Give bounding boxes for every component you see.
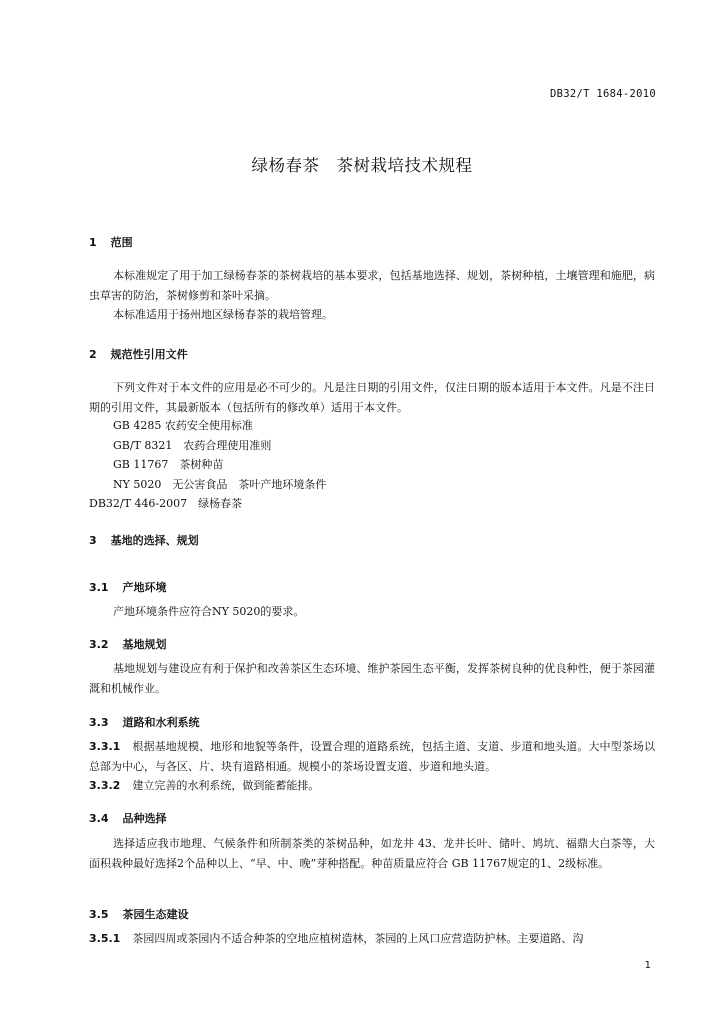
subsection-3-1-heading xyxy=(89,579,167,595)
subsection-3-2-heading xyxy=(89,636,167,652)
subsection-3-5-heading xyxy=(89,906,189,922)
section-title: 产地环境 xyxy=(122,581,167,594)
clause-3-3-2 xyxy=(89,776,655,796)
reference-item: GB 4285 农药安全使用标准 xyxy=(113,419,253,432)
section-number: 3.4 xyxy=(89,812,109,825)
section-title: 品种选择 xyxy=(122,812,167,825)
section-number: 2 xyxy=(89,348,97,361)
section-number: 3.1 xyxy=(89,581,109,594)
section-title: 道路和水利系统 xyxy=(122,716,200,729)
clause-text: 建立完善的水利系统，做到能蓄能排。 xyxy=(132,779,320,792)
section-number: 3.5 xyxy=(89,908,109,921)
section-title: 规范性引用文件 xyxy=(110,348,188,361)
section-number: 3.2 xyxy=(89,638,109,651)
subsection-3-3-heading xyxy=(89,714,200,730)
paragraph: 下列文件对于本文件的应用是必不可少的。凡是注日期的引用文件，仅注日期的版本适用于本文件。凡是不注日期的引用文件，其最新版本（包括所有的修改单）适用于本文件。 xyxy=(89,381,655,414)
clause-text: 根据基地规模、地形和地貌等条件，设置合理的道路系统，包括主道、支道、步道和地头道。大中型茶场以总部为中心，与各区、片、块有道路相通。规模小的茶场设置支道、步道和地头道。 xyxy=(89,740,655,773)
section-number: 3 xyxy=(89,534,97,547)
clause-number: 3.5.1 xyxy=(89,932,121,945)
reference-item: NY 5020 无公害食品 茶叶产地环境条件 xyxy=(113,478,327,491)
reference-item: DB32/T 446-2007 绿杨春茶 xyxy=(89,497,243,510)
reference-item: GB 11767 茶树种苗 xyxy=(113,458,224,471)
clause-3-5-1 xyxy=(89,929,655,949)
paragraph: 基地规划与建设应有利于保护和改善茶区生态环境、维护茶园生态平衡，发挥茶树良种的优良种性，便于茶园灌溉和机械作业。 xyxy=(89,662,655,695)
clause-text: 茶园四周或茶园内不适合种茶的空地应植树造林，茶园的上风口应营造防护林。主要道路、沟 xyxy=(132,932,584,945)
section-title: 茶园生态建设 xyxy=(122,908,189,921)
paragraph: 本标准规定了用于加工绿杨春茶的茶树栽培的基本要求，包括基地选择、规划，茶树种植，土壤管理和施肥，病虫草害的防治，茶树修剪和茶叶采摘。 xyxy=(89,269,655,302)
paragraph: 选择适应我市地理、气候条件和所制茶类的茶树品种，如龙井 43、龙井长叶、储叶、鸠坑、福鼎大白茶等，大面积栽种最好选择2个品种以上、“早、中、晚”芽种搭配。种苗质量应符合 GB 11767规定的1、2级标准。 xyxy=(89,837,655,870)
paragraph: 产地环境条件应符合NY 5020的要求。 xyxy=(113,605,305,618)
section-title: 基地规划 xyxy=(122,638,167,651)
clause-3-3-1 xyxy=(89,737,655,776)
section-title: 范围 xyxy=(110,236,133,249)
clause-number: 3.3.1 xyxy=(89,740,121,753)
document-title: 绿杨春茶 茶树栽培技术规程 xyxy=(251,156,473,175)
reference-item: GB/T 8321 农药合理使用准则 xyxy=(113,439,272,452)
standard-code: DB32/T 1684-2010 xyxy=(550,88,656,100)
section-number: 1 xyxy=(89,236,97,249)
section-3-heading xyxy=(89,532,199,548)
section-1-heading xyxy=(89,234,133,250)
section-title: 基地的选择、规划 xyxy=(110,534,199,547)
subsection-3-4-heading xyxy=(89,810,167,826)
page-number: 1 xyxy=(644,960,651,971)
section-number: 3.3 xyxy=(89,716,109,729)
clause-number: 3.3.2 xyxy=(89,779,121,792)
paragraph: 本标准适用于扬州地区绿杨春茶的栽培管理。 xyxy=(113,308,333,321)
section-2-heading xyxy=(89,346,188,362)
